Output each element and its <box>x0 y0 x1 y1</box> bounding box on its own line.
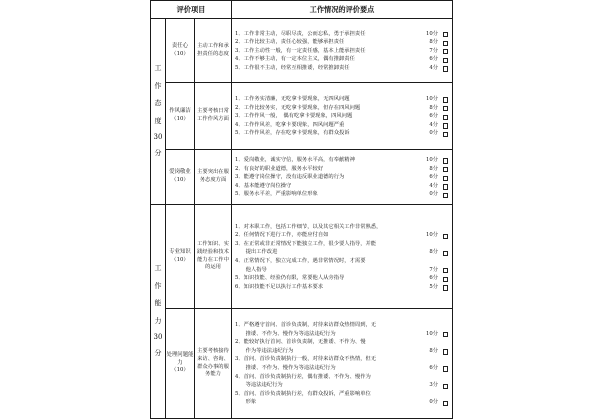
score-checkbox[interactable] <box>443 106 448 111</box>
score-checkbox[interactable] <box>443 167 448 172</box>
sub-item-weight: （10） <box>171 256 189 263</box>
item-description-cell <box>195 150 232 205</box>
score-checkbox[interactable] <box>443 251 448 256</box>
criterion-line <box>235 47 450 56</box>
score-checkbox[interactable] <box>443 32 448 37</box>
score-checkbox[interactable] <box>443 193 448 198</box>
criterion-line <box>235 381 450 390</box>
criterion-line <box>235 121 450 130</box>
sub-item-weight: （10） <box>171 50 189 57</box>
criterion-text: 4．首问、首诊负责制执行差，偶有推诿、不作为、慢作为 <box>235 373 371 380</box>
criterion-score: 4分 <box>429 121 438 128</box>
criterion-score: 7分 <box>429 47 438 54</box>
sub-item-name: 作风廉洁 <box>169 108 191 115</box>
criterion-score: 6分 <box>429 56 438 63</box>
sub-item-name: 爱岗敬业 <box>169 169 191 176</box>
score-checkbox[interactable] <box>443 234 448 239</box>
table-row <box>151 19 453 83</box>
criterion-line <box>235 248 450 257</box>
sub-item-cell <box>166 150 195 205</box>
criterion-line <box>235 156 450 165</box>
criteria-cell <box>232 19 453 83</box>
item-description: 主要突出在服务态度方面 <box>197 169 229 183</box>
score-checkbox[interactable] <box>443 58 448 63</box>
criterion-line <box>235 355 450 364</box>
category-char: 作 <box>154 81 162 90</box>
category-char: 工 <box>154 264 162 273</box>
criterion-line <box>235 321 450 330</box>
sub-item-weight: （10） <box>171 367 189 374</box>
category-char: 分 <box>154 349 162 358</box>
criterion-score: 8分 <box>429 249 438 256</box>
category-char: 作 <box>154 281 162 290</box>
score-checkbox[interactable] <box>443 184 448 189</box>
criterion-line <box>235 347 450 356</box>
criterion-text: 5．工作作风差，存在吃拿卡要现象，有群众投诉 <box>235 130 350 137</box>
item-description-cell <box>195 83 232 150</box>
criterion-line <box>235 182 450 191</box>
item-description: 主要考核日常工作作风方面 <box>197 108 229 122</box>
criterion-line <box>235 190 450 199</box>
criterion-text: 1．工作务实清廉，无吃拿卡要现象，无四风问题 <box>235 96 350 103</box>
category-cell <box>151 205 166 419</box>
criterion-score: 8分 <box>429 39 438 46</box>
criterion-text: 2．任何情况下进行工作，亦能应付自如 <box>235 232 329 239</box>
sub-item-cell <box>166 19 195 83</box>
criterion-line <box>235 64 450 73</box>
criterion-text: 5．服务水平差，严重影响单位形象 <box>235 191 318 198</box>
criterion-line <box>235 231 450 240</box>
criterion-score: 8分 <box>429 104 438 111</box>
score-checkbox[interactable] <box>443 158 448 163</box>
criterion-text: 等违法违纪行为 <box>235 382 283 389</box>
criterion-line <box>235 364 450 373</box>
sub-item-name: 责任心 <box>171 42 189 49</box>
criterion-score: 8分 <box>429 347 438 354</box>
score-checkbox[interactable] <box>443 349 448 354</box>
category-char: 力 <box>154 316 162 325</box>
sub-item-cell <box>166 205 195 309</box>
criterion-text: 推诿、不作为、慢作为等违法违纪行为 <box>235 330 336 337</box>
score-checkbox[interactable] <box>443 285 448 290</box>
criterion-line <box>235 112 450 121</box>
score-checkbox[interactable] <box>443 277 448 282</box>
score-checkbox[interactable] <box>443 41 448 46</box>
score-checkbox[interactable] <box>443 132 448 137</box>
criteria-cell <box>232 83 453 150</box>
criterion-text: 3．工作主动性一般，有一定责任感，基本上能承担责任 <box>235 47 366 54</box>
criterion-line <box>235 165 450 174</box>
table-row <box>151 205 453 309</box>
score-checkbox[interactable] <box>443 123 448 128</box>
score-checkbox[interactable] <box>443 115 448 120</box>
criteria-cell <box>232 309 453 419</box>
criterion-score: 0分 <box>429 130 438 137</box>
table-row <box>151 83 453 150</box>
criterion-text: 2．有良好的职业道德，服务水平较好 <box>235 165 324 172</box>
header-points: 工作情况的评价要点 <box>232 1 453 19</box>
criterion-line <box>235 95 450 104</box>
criterion-line <box>235 266 450 275</box>
criterion-text: 3．能遵守岗位操守，没有违反职业道德的行为 <box>235 174 345 181</box>
sub-item-name: 处理问题能力 <box>166 351 194 366</box>
evaluation-table <box>150 0 453 419</box>
score-checkbox[interactable] <box>443 66 448 71</box>
category-cell <box>151 19 166 205</box>
sub-item-cell <box>166 83 195 150</box>
criterion-text: 4．工作作风差，吃拿卡要现象，四风问题严重 <box>235 121 345 128</box>
criterion-score: 6分 <box>429 365 438 371</box>
criterion-score: 0分 <box>429 399 438 406</box>
score-checkbox[interactable] <box>443 268 448 273</box>
sub-item-weight: （10） <box>171 177 189 183</box>
score-checkbox[interactable] <box>443 332 448 337</box>
item-description: 主要考核接待来访、咨询、群众办事的服务能力 <box>197 348 229 378</box>
category-char: 能 <box>154 299 162 308</box>
category-char: 态 <box>154 99 162 108</box>
criterion-line <box>235 373 450 382</box>
criterion-score: 4分 <box>429 64 438 71</box>
item-description-cell <box>195 309 232 419</box>
criterion-line <box>235 55 450 64</box>
criterion-text: 6．知识技能不足以执行工作基本要求 <box>235 283 324 290</box>
score-checkbox[interactable] <box>443 401 448 406</box>
criterion-line <box>235 223 450 232</box>
criterion-text: 1．对本职工作，包括工作细节，以及其它相关工作非常熟悉， <box>235 223 382 230</box>
evaluation-sheet <box>150 0 452 406</box>
criterion-line <box>235 338 450 347</box>
criterion-text: 作为等违法违纪行为 <box>235 347 294 354</box>
criterion-score: 6分 <box>429 275 438 282</box>
sub-item-weight: （10） <box>171 116 189 122</box>
header-item: 评价项目 <box>151 1 232 19</box>
criterion-line <box>235 283 450 292</box>
criterion-score: 6分 <box>429 113 438 120</box>
criterion-score: 5分 <box>429 283 438 290</box>
criterion-text: 5．知识技能、经验仍有限，常要他人从旁指导 <box>235 275 345 282</box>
score-checkbox[interactable] <box>443 97 448 102</box>
category-char: 度 <box>154 116 162 125</box>
criterion-score: 3分 <box>429 382 438 389</box>
criterion-line <box>235 129 450 138</box>
criterion-score: 10分 <box>425 330 438 337</box>
criterion-text: 2．工作比较主动，责任心较强，能够承担责任 <box>235 39 345 46</box>
score-checkbox[interactable] <box>443 384 448 389</box>
category-char: 工 <box>154 64 162 73</box>
criterion-line <box>235 330 450 339</box>
criterion-line <box>235 390 450 399</box>
criterion-line <box>235 38 450 47</box>
criterion-score: 0分 <box>429 191 438 198</box>
criterion-score: 10分 <box>425 96 438 103</box>
criterion-text: 4．基本能遵守岗位操守 <box>235 182 292 189</box>
criterion-score: 7分 <box>429 266 438 273</box>
criterion-text: 1．工作非常主动，尽职尽责，公而忘私，勇于承担责任 <box>235 30 366 37</box>
header-row <box>151 1 453 19</box>
category-char: 30 <box>153 132 163 141</box>
criterion-score: 10分 <box>425 232 438 239</box>
criterion-text: 提出工作改进 <box>235 249 278 256</box>
item-description-cell <box>195 19 232 83</box>
criterion-line <box>235 240 450 249</box>
sub-item-cell <box>166 309 195 419</box>
criterion-text: 推诿、不作为、慢作为等违法违纪行为 <box>235 365 336 371</box>
criterion-text: 1．严格遵守首问、首诊负责制，对待来访群众热情周到，无 <box>235 322 377 329</box>
criterion-text: 4．正常情况下，独立完成工作，遇非常情况时，才需要 <box>235 258 366 264</box>
table-row <box>151 309 453 419</box>
criterion-text: 1．爱岗敬业，诚实守信，服务水平高，有奉献精神 <box>235 157 355 164</box>
criterion-text: 他人指导 <box>235 266 267 273</box>
criterion-line <box>235 104 450 113</box>
category-char: 30 <box>153 332 163 341</box>
item-description: 工作知识、实践经验和技术能力在工作中的运用 <box>197 241 229 271</box>
category-char: 分 <box>154 149 162 158</box>
score-checkbox[interactable] <box>443 176 448 181</box>
criterion-score: 8分 <box>429 165 438 172</box>
criterion-text: 5．首问、首诊负责制执行差，有群众投诉，严重影响单位 <box>235 390 371 397</box>
criterion-line <box>235 30 450 39</box>
criterion-text: 3．首问、首诊负责制执行一般，对待来访群众不热情，但无 <box>235 356 377 363</box>
criterion-score: 10分 <box>425 157 438 164</box>
criterion-text: 2．工作比较务实，无吃拿卡要现象，但存在四风问题 <box>235 104 361 111</box>
criterion-text: 5．工作很不主动，经常互相推诿，经常推卸责任 <box>235 64 350 71</box>
criterion-text: 形象 <box>235 399 257 406</box>
score-checkbox[interactable] <box>443 366 448 371</box>
criteria-cell <box>232 205 453 309</box>
table-row <box>151 150 453 205</box>
score-checkbox[interactable] <box>443 49 448 54</box>
criterion-line <box>235 274 450 283</box>
criterion-score: 4分 <box>429 182 438 189</box>
sub-item-name: 专业知识 <box>169 248 191 255</box>
criterion-score: 6分 <box>429 174 438 181</box>
criterion-line <box>235 257 450 266</box>
criterion-score: 10分 <box>425 30 438 37</box>
criterion-text: 2．能较好执行首问、首诊负责制，无推诿、不作为、慢 <box>235 339 366 346</box>
criterion-text: 4．工作不够主动，有一定本位主义，偶有推卸责任 <box>235 56 355 63</box>
criteria-cell <box>232 150 453 205</box>
criterion-text: 3．在正常或非正常情况下能独立工作，很少要人指导，并能 <box>235 240 377 247</box>
criterion-line <box>235 173 450 182</box>
item-description-cell <box>195 205 232 309</box>
item-description: 主动工作和承担责任的态度 <box>197 42 229 57</box>
criterion-text: 3．工作作风一般， 偶有吃拿卡要现象，四风问题 <box>235 113 353 120</box>
